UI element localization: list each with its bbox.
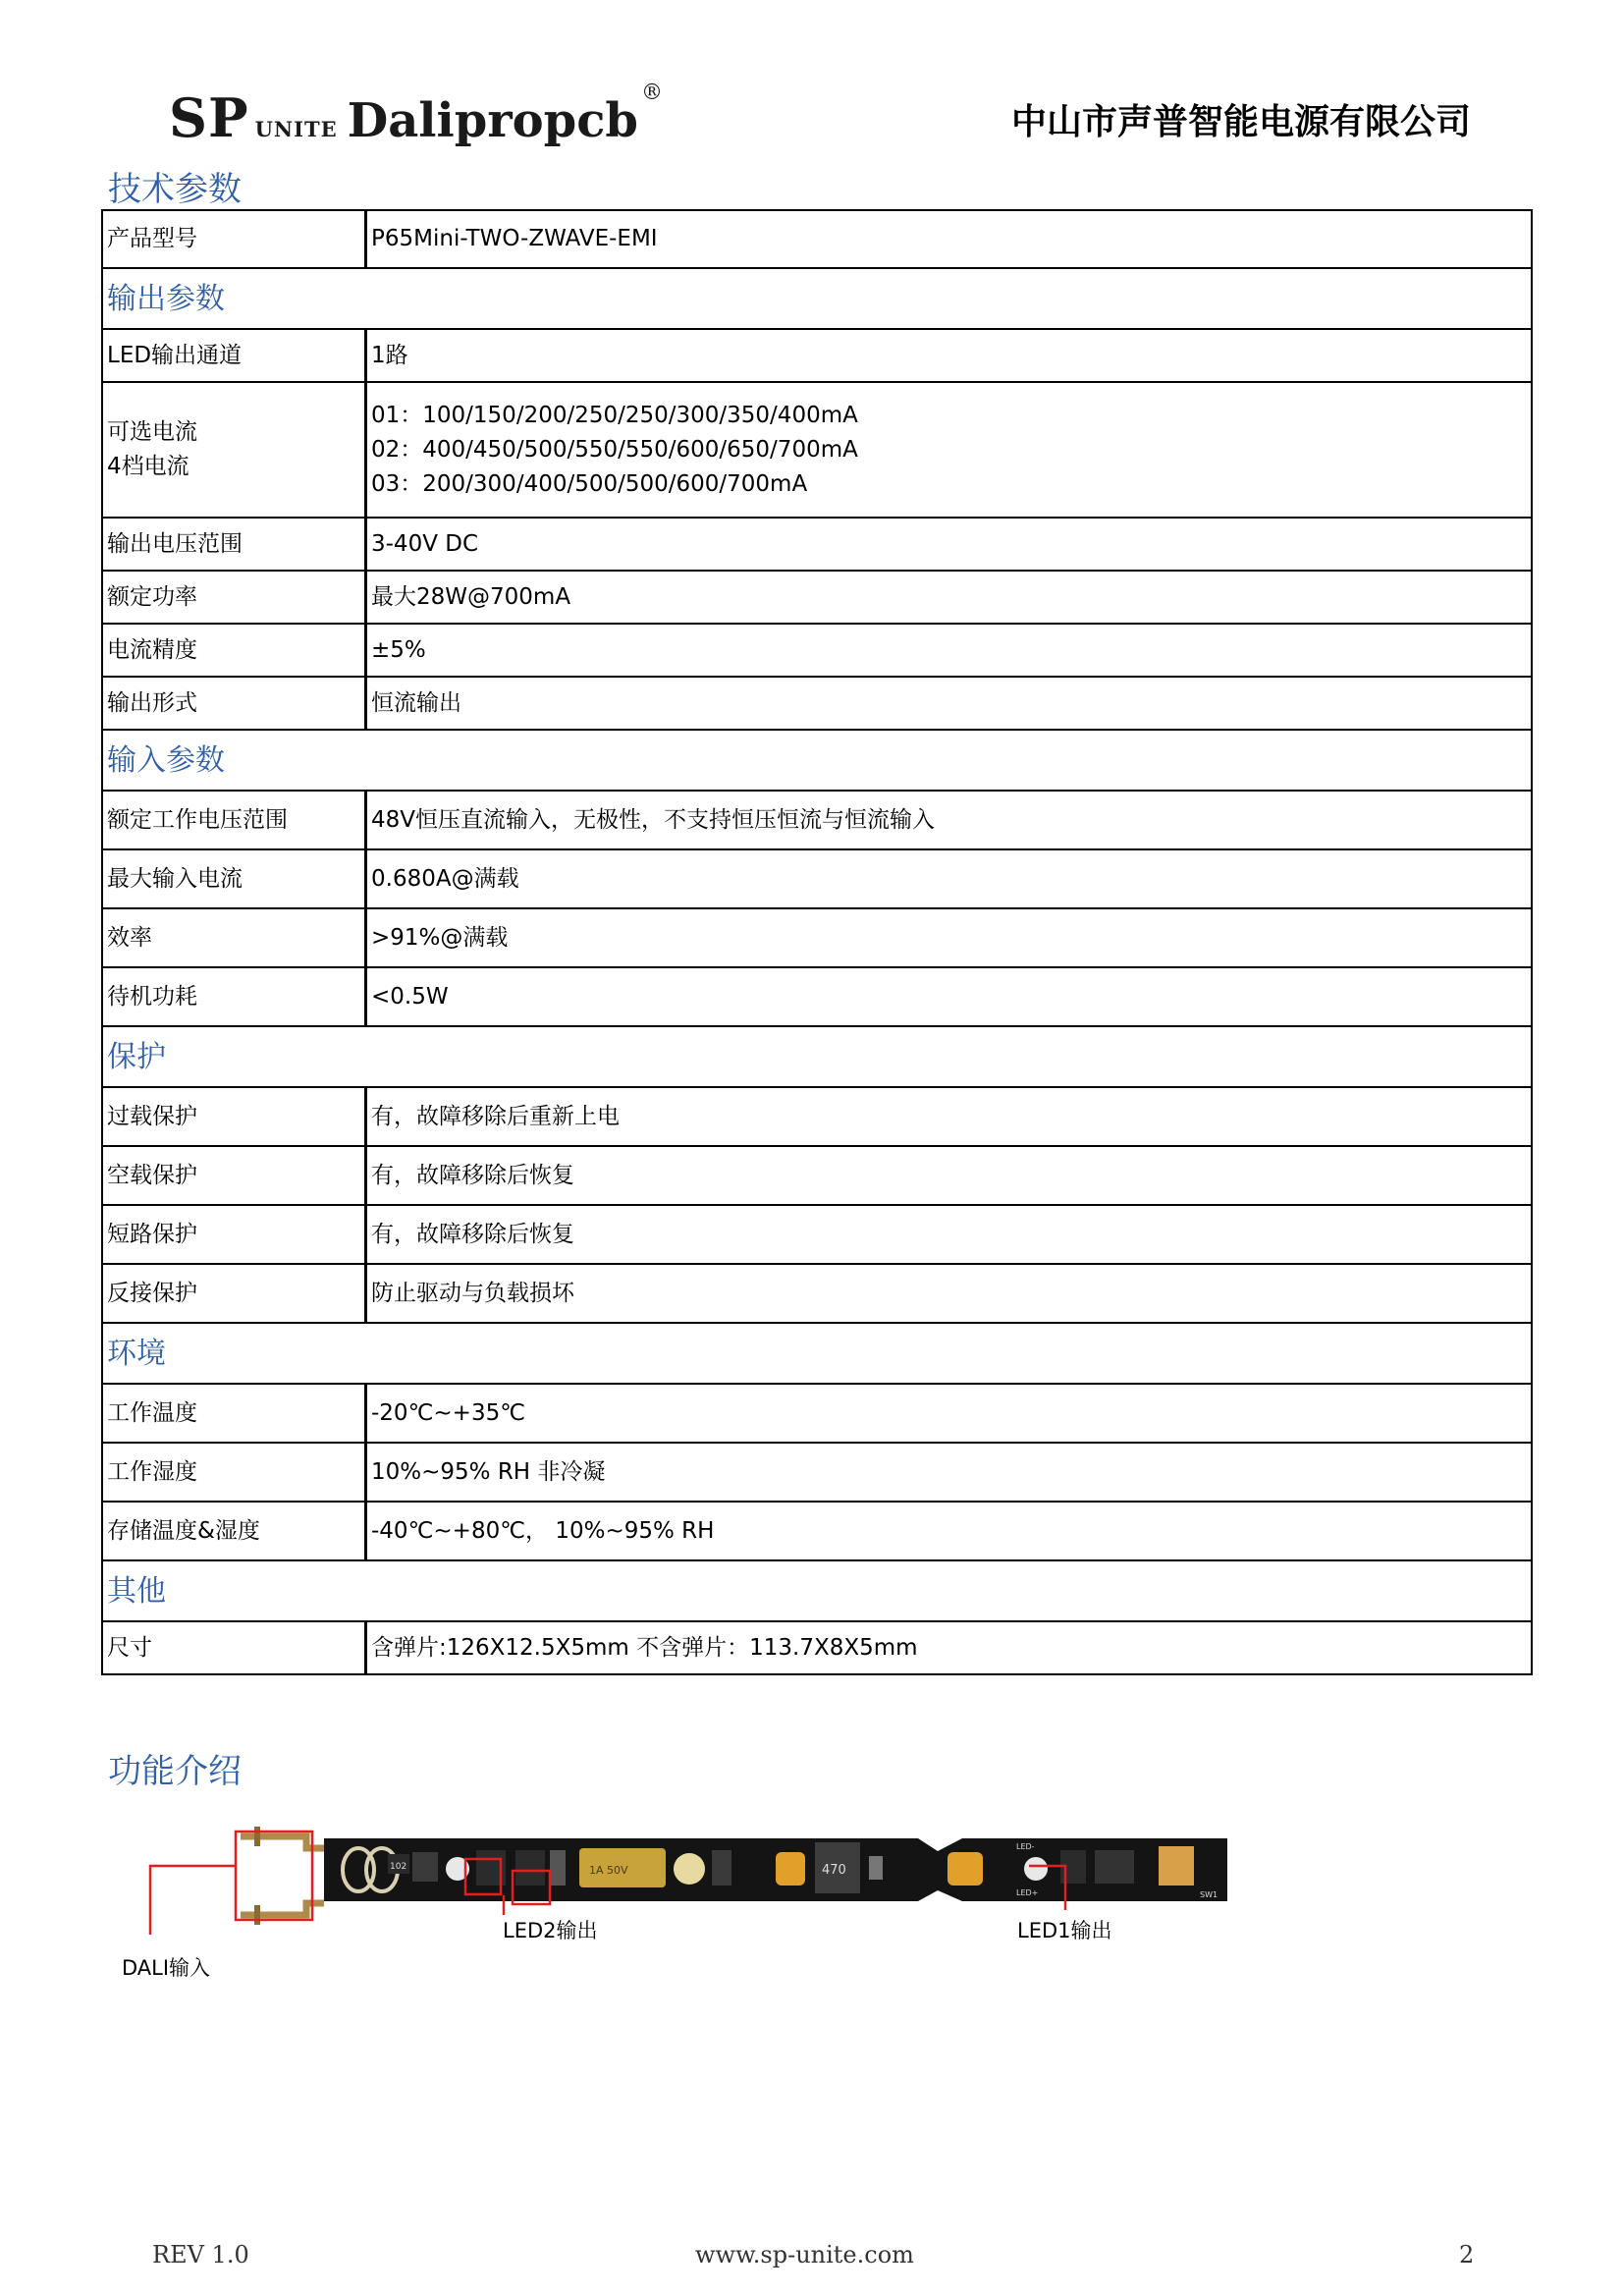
- row-value: 防止驱动与负载损坏: [366, 1264, 1533, 1323]
- row-label: 电流精度: [102, 624, 366, 677]
- row-value: <0.5W: [366, 967, 1533, 1026]
- row-label: 待机功耗: [102, 967, 366, 1026]
- footer-page-number: 2: [1459, 2241, 1475, 2269]
- board-text-102: 102: [390, 1862, 407, 1872]
- logo-brand: Dalipropcb: [347, 93, 638, 148]
- logo-registered-mark: ®: [641, 81, 663, 105]
- board-text-led-plus: LED+: [1016, 1888, 1039, 1897]
- led2-output-label: LED2输出: [503, 1919, 598, 1942]
- category-output: 输出参数: [102, 268, 1532, 329]
- function-intro-title: 功能介绍: [108, 1752, 242, 1791]
- current-option: 03：200/300/400/500/500/600/700mA: [371, 470, 808, 497]
- dali-input-label: DALI输入: [122, 1956, 211, 1980]
- row-label: 额定工作电压范围: [102, 791, 366, 849]
- dip-switch: [1159, 1846, 1194, 1886]
- row-label: 工作湿度: [102, 1443, 366, 1502]
- row-label: 存储温度&湿度: [102, 1502, 366, 1560]
- pcb-board: [324, 1838, 1227, 1901]
- board-text-led-minus: LED-: [1016, 1842, 1035, 1851]
- chip: [869, 1856, 883, 1880]
- board-text-sw: SW1: [1200, 1890, 1218, 1899]
- current-option: 02：400/450/500/550/550/600/650/700mA: [371, 436, 858, 463]
- row-value: 含弹片:126X12.5X5mm 不含弹片：113.7X8X5mm: [366, 1621, 1533, 1674]
- tantalum-capacitor: [947, 1852, 983, 1886]
- row-value: ±5%: [366, 624, 1533, 677]
- diode: [550, 1850, 566, 1886]
- row-value: P65Mini-TWO-ZWAVE-EMI: [366, 210, 1533, 268]
- row-label: 工作温度: [102, 1384, 366, 1443]
- category-environment: 环境: [102, 1323, 1532, 1384]
- ic-component: [515, 1850, 545, 1886]
- row-label: 最大输入电流: [102, 849, 366, 908]
- row-label: 过载保护: [102, 1087, 366, 1146]
- row-label: LED输出通道: [102, 329, 366, 382]
- chip: [1095, 1850, 1134, 1884]
- row-label: 短路保护: [102, 1205, 366, 1264]
- tantalum-capacitor: [776, 1852, 805, 1886]
- row-value: >91%@满载: [366, 908, 1533, 967]
- capacitor-top: [674, 1853, 705, 1885]
- chip: [412, 1852, 438, 1882]
- row-value: -20℃~+35℃: [366, 1384, 1533, 1443]
- row-label: 产品型号: [102, 210, 366, 268]
- row-value: 3-40V DC: [366, 518, 1533, 571]
- row-label: 尺寸: [102, 1621, 366, 1674]
- row-value: 有，故障移除后恢复: [366, 1205, 1533, 1264]
- dali-leader-line: [150, 1866, 236, 1935]
- tech-params-title: 技术参数: [108, 170, 242, 209]
- row-value: -40℃~+80℃， 10%~95% RH: [366, 1502, 1533, 1560]
- row-value: 有，故障移除后恢复: [366, 1146, 1533, 1205]
- row-label: 输出形式: [102, 677, 366, 730]
- row-value: 恒流输出: [366, 677, 1533, 730]
- footer-website: www.sp-unite.com: [695, 2241, 914, 2269]
- chip: [712, 1850, 731, 1886]
- category-input: 输入参数: [102, 730, 1532, 791]
- row-label: 输出电压范围: [102, 518, 366, 571]
- category-protection: 保护: [102, 1026, 1532, 1087]
- current-option: 01：100/150/200/250/250/300/350/400mA: [371, 402, 858, 428]
- label-line: 4档电流: [107, 454, 189, 479]
- logo-unite: UNITE: [254, 117, 338, 141]
- logo-sp: SP: [169, 86, 249, 149]
- row-label: 效率: [102, 908, 366, 967]
- board-text-cap: 1A 50V: [589, 1864, 628, 1877]
- category-other: 其他: [102, 1560, 1532, 1621]
- company-name: 中山市声普智能电源有限公司: [1010, 102, 1471, 142]
- row-label: 反接保护: [102, 1264, 366, 1323]
- label-line: 可选电流: [107, 419, 197, 445]
- dali-highlight-box: [236, 1831, 312, 1920]
- row-value: 有，故障移除后重新上电: [366, 1087, 1533, 1146]
- row-value: 1路: [366, 329, 1533, 382]
- row-label: 额定功率: [102, 571, 366, 624]
- board-text-inductor: 470: [822, 1863, 846, 1878]
- row-value: 10%~95% RH 非冷凝: [366, 1443, 1533, 1502]
- row-value: 最大28W@700mA: [366, 571, 1533, 624]
- row-label: 空载保护: [102, 1146, 366, 1205]
- row-value: 0.680A@满载: [366, 849, 1533, 908]
- row-value: 48V恒压直流输入，无极性，不支持恒压恒流与恒流输入: [366, 791, 1533, 849]
- led1-output-label: LED1输出: [1017, 1919, 1112, 1942]
- led-pad-1: [1024, 1857, 1048, 1881]
- footer-revision: REV 1.0: [152, 2241, 249, 2269]
